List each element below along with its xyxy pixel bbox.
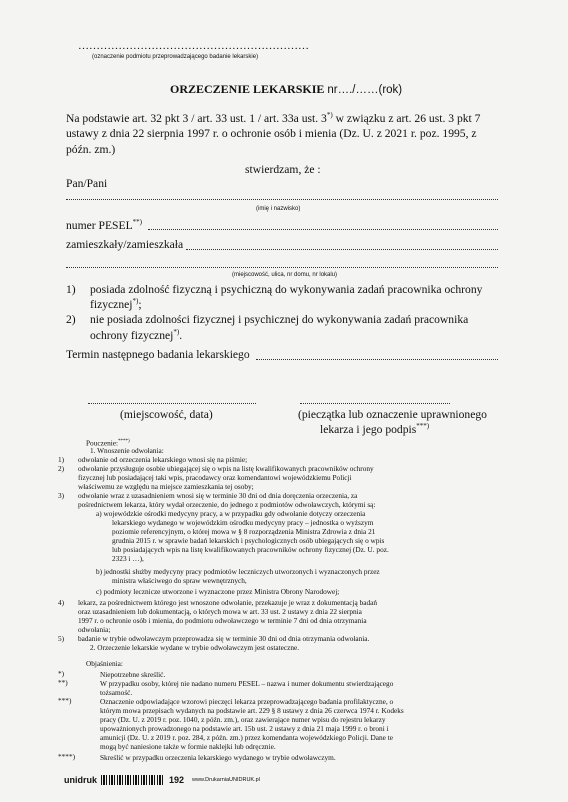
note-2-mark: **)	[58, 678, 68, 687]
option-2-line-2: ochrony fizycznej*).	[90, 328, 183, 342]
form-number: 192	[169, 775, 185, 785]
pouczenie-label: Pouczenie:****)	[86, 438, 130, 448]
p-line-2-num: 2)	[58, 464, 65, 473]
option-2-number: 2)	[66, 313, 76, 326]
p4-line-1-num: 4)	[58, 598, 65, 607]
note-2-line-1: W przypadku osoby, której nie nadano numeru PESEL – nazwa i numer dokumentu stwierdzającego	[100, 679, 394, 688]
p4-line-2: oraz uzasadnieniem lub dokumentacją, o których mowa w art. 33 ust. 2 ustawy z dnia 22 sierpnia	[78, 607, 362, 616]
p4-line-3: 1997 r. o ochronie osób i mienia, do podmiotu odwoławczego w terminie 7 dni od dnia otrzymania	[78, 616, 367, 625]
brand-uni: uni	[64, 775, 78, 785]
objasnienia-label: Objaśnienia:	[86, 659, 123, 668]
pouczenie-1: 1. Wnoszenie odwołania:	[90, 446, 164, 455]
note-3-line-6: mogą być naniesione także w formie naklejki lub odręcznie.	[100, 742, 276, 751]
p-line-6: pośrednictwem lekarza, który wydał orzeczenie, do jednego z podmiotów odwoławczych, którymi są:	[78, 500, 376, 509]
issuer-dots: ………………………………………………………	[78, 40, 309, 52]
pesel-sup: **)	[132, 218, 143, 226]
p-line-1-num: 1)	[58, 455, 65, 464]
title-main: ORZECZENIE LEKARSKIE	[170, 82, 325, 96]
p-line-4: właściwemu ze względu na miejsce zamieszkania tej osoby;	[78, 482, 254, 491]
sub-c: c) podmioty lecznicze utworzone i wyznaczone przez Ministra Obrony Narodowej;	[96, 587, 340, 596]
sign-right-caption-2: lekarza i jego podpis***)	[320, 422, 430, 436]
title-number: nr…./……(rok)	[327, 84, 403, 96]
p4-line-4: odwołania;	[78, 625, 111, 634]
note-1-mark: *)	[58, 669, 65, 678]
note-3-line-2: którym mowa przepisach wydanych na podstawie art. 229 § 8 ustawy z dnia 26 czerwca 1974 r. Kodeks	[100, 706, 404, 715]
sub-a-5: lub posiadających wpis na listę kwalifikowanych pracowników ochrony fizycznej (Dz. U. poz.	[112, 545, 389, 554]
intro-line-1: Na podstawie art. 32 pkt 3 / art. 33 ust. 1 / art. 33a ust. 3*) w związku z art. 26 ust. 3 pkt 7	[66, 111, 481, 125]
address-label: zamieszkały/zamieszkała	[66, 238, 184, 251]
sign-right-dotline[interactable]	[300, 402, 450, 404]
note-4-line-1: Skreślić w przypadku orzeczenia lekarskiego wydanego w trybie odwoławczym.	[100, 753, 336, 762]
note-4-mark: ****)	[58, 752, 76, 761]
sub-a-3: poziomie referencyjnym, o której mowa w § 8 rozporządzenia Ministra Zdrowia z dnia 21	[112, 527, 376, 536]
p-line-1: odwołanie od orzeczenia lekarskiego wnosi się na piśmie;	[78, 455, 248, 464]
sub-a-1: a) wojewódzkie ośrodki medycyny pracy, a w przypadku gdy odwołanie dotyczy orzeczenia	[96, 509, 366, 518]
p4-line-1: lekarz, za pośrednictwem którego jest wnoszone odwołanie, przekazuje je wraz z dokumentacją badań	[78, 598, 378, 607]
option-1-line-1: posiada zdolność fizyczną i psychiczną do wykonywania zadań pracownika ochrony	[90, 283, 483, 296]
name-dotline[interactable]	[66, 198, 498, 200]
barcode-icon	[101, 775, 165, 785]
note-2-line-2: tożsamość.	[100, 688, 133, 697]
sign-left-caption: (miejscowość, data)	[120, 408, 213, 421]
intro-line-2: ustawy z dnia 22 sierpnia 1997 r. o ochronie osób i mienia (Dz. U. z 2021 r. poz. 1995, z	[66, 127, 477, 140]
note-1-line-1: Niepotrzebne skreślić.	[100, 670, 166, 679]
note-3-line-5: amunicji (Dz. U. z 2019 r. poz. 284, z późn. zm.) przez komendanta wojewódzkiego Policji. Dane te	[100, 733, 394, 742]
pesel-dotline[interactable]	[148, 228, 498, 230]
footer	[64, 772, 260, 788]
p-line-5-num: 3)	[58, 491, 65, 500]
sign-right-caption-1: (pieczątka lub oznaczenie uprawnionego	[298, 408, 487, 421]
sub-b-2: ministra właściwego do spraw wewnętrznych,	[112, 576, 247, 585]
stwierdzam-label: stwierdzam, że :	[245, 163, 321, 176]
note-3-mark: ***)	[58, 696, 72, 705]
sub-a-6: 2323 i …),	[112, 554, 144, 563]
p5-line: badanie w trybie odwoławczym przeprowadza się w terminie 30 dni od dnia otrzymania odwołania.	[78, 634, 370, 643]
issuer-caption: (oznaczenie podmiotu przeprowadzającego badanie lekarskie)	[92, 54, 259, 60]
brand-logo	[64, 775, 97, 785]
sub-b-1: b) jednostki służby medycyny pracy podmiotów leczniczych utworzonych i wyznaczonych przez	[96, 567, 380, 576]
termin-label: Termin następnego badania lekarskiego	[66, 348, 250, 361]
note-3-line-4: upoważnionych prowadzonego na podstawie art. 15b ust. 2 ustawy z dnia 21 maja 1999 r. o broni i	[100, 724, 389, 733]
p-line-3: fizycznej lub posiadającej taki wpis, pracodawcy oraz komendantowi wojewódzkiemu Policji	[78, 473, 352, 482]
note-3-line-3: pracy (Dz. U. z 2019 r. poz. 1040, z późn. zm.), oraz zawierające numer wpisu do rejestru lekarzy	[100, 715, 386, 724]
pouczenie-2: 2. Orzeczenie lekarskie wydane w trybie odwoławczym jest ostateczne.	[90, 643, 300, 652]
address-dotline-1[interactable]	[186, 248, 498, 250]
sub-a-4: grudnia 2015 r. w sprawie badań lekarskich i psychologicznych osób ubiegających się o wpis	[112, 536, 385, 545]
option-1-line-2: fizycznej*);	[90, 297, 142, 311]
intro-line-3: późn. zm.)	[66, 143, 116, 156]
document-title	[170, 82, 402, 97]
p5-num: 5)	[58, 634, 65, 643]
pesel-text: numer PESEL	[66, 218, 133, 232]
name-caption: (imię i nazwisko)	[256, 206, 301, 212]
p-line-5: odwołanie wraz z uzasadnieniem wnosi się w terminie 30 dni od dnia doręczenia orzeczenia, za	[78, 491, 358, 500]
termin-dotline[interactable]	[256, 358, 498, 360]
sub-a-2: lekarskiego wydanego w wojewódzkim ośrodku medycyny pracy – jednostka o wyższym	[112, 518, 374, 527]
address-caption: (miejscowość, ulica, nr domu, nr lokalu)	[232, 272, 338, 278]
footer-site[interactable]: www.DrukarniaUNIDRUK.pl	[192, 777, 260, 783]
address-dotline-2[interactable]	[66, 266, 498, 268]
brand-druk: druk	[77, 775, 98, 785]
note-3-line-1: Oznaczenie odpowiadające wzorowi pieczęci lekarza przeprowadzającego badania profilaktyczne, o	[100, 697, 394, 706]
option-1-number: 1)	[66, 283, 76, 296]
sign-left-dotline[interactable]	[88, 402, 256, 404]
option-2-line-1: nie posiada zdolności fizycznej i psychicznej do wykonywania zadań pracownika	[90, 313, 469, 326]
panpani-label: Pan/Pani	[66, 177, 108, 190]
pesel-label	[66, 218, 142, 232]
p-line-2: odwołanie przysługuje osobie ubiegającej się o wpis na listę kwalifikowanych pracowników ochrony	[78, 464, 374, 473]
